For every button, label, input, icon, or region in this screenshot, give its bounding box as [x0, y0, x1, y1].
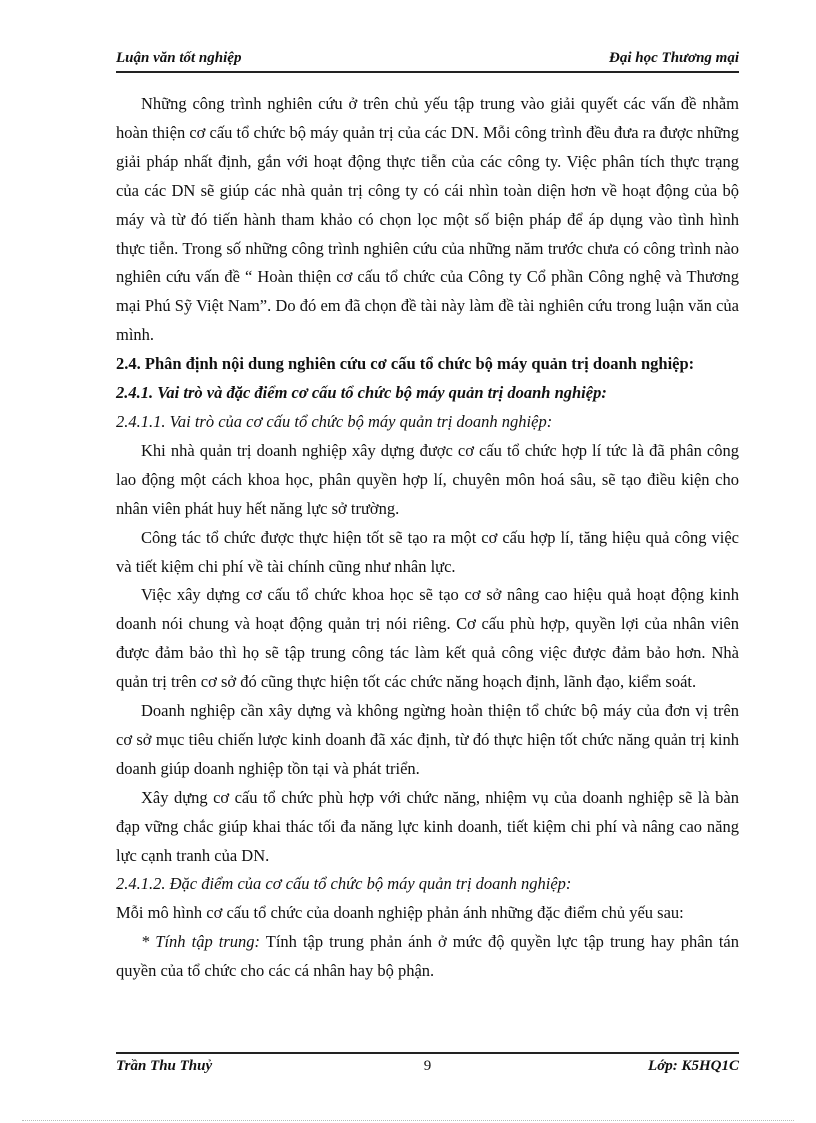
page-header: [116, 49, 739, 73]
section-heading-2-4: 2.4. Phân định nội dung nghiên cứu cơ cấu tổ chức bộ máy quản trị doanh nghiệp:: [116, 354, 695, 374]
subsubsection-heading-2-4-1-1: 2.4.1.1. Vai trò của cơ cấu tổ chức bộ máy quản trị doanh nghiệp:: [116, 411, 553, 431]
page-footer: [116, 1052, 739, 1078]
subsection-heading-2-4-1: 2.4.1. Vai trò và đặc điểm cơ cấu tổ chức bộ máy quản trị doanh nghiệp:: [116, 383, 607, 403]
paragraph-role-3: Việc xây dựng cơ cấu tổ chức khoa học sẽ tạo cơ sở nâng cao hiệu quả hoạt động kinh doanh nói chung và hoạt động quản trị nói riêng. Cơ cấu phù hợp, quyền lợi của nhân viên được đảm bảo thì họ sẽ tập trung công tác làm kết quả công việc được đảm bảo hơn. Nhà quản trị trên cơ sở đó cũng thực hiện tốt các chức năng hoạch định, lãnh đạo, kiểm soát.: [116, 585, 739, 692]
header-university-label: Đại học Thương mại: [609, 50, 739, 66]
paragraph-role-2: Công tác tổ chức được thực hiện tốt sẽ tạo ra một cơ cấu hợp lí, tăng hiệu quả công việc và tiết kiệm chi phí về tài chính cũng như nhân lực.: [116, 527, 739, 576]
paragraph-role-4: Doanh nghiệp cần xây dựng và không ngừng hoàn thiện tổ chức bộ máy của đơn vị trên cơ sở mục tiêu chiến lược kinh doanh đã xác định, từ đó thực hiện tốt chức năng quản trị kinh doanh giúp doanh nghiệp tồn tại và phát triển.: [116, 701, 739, 778]
centralization-label: * Tính tập trung:: [141, 932, 260, 952]
paragraph-role-5: Xây dựng cơ cấu tổ chức phù hợp với chức năng, nhiệm vụ của doanh nghiệp sẽ là bàn đạp vững chắc giúp khai thác tối đa năng lực kinh doanh, tiết kiệm chi phí và nâng cao năng lực cạnh tranh của DN.: [116, 787, 739, 865]
centralization-text: Tính tập trung phản ánh ở mức độ quyền lực tập trung hay phân tán quyền của tổ chức cho các cá nhân hay bộ phận.: [116, 932, 739, 981]
footer-class: Lớp: K5HQ1C: [648, 1058, 739, 1074]
page-bottom-divider: [22, 1120, 794, 1121]
footer-page-number: 9: [423, 1058, 432, 1074]
paragraph-role-1: Khi nhà quản trị doanh nghiệp xây dựng được cơ cấu tổ chức hợp lí tức là đã phân công lao động một cách khoa học, phân quyền hợp lí, chuyên môn hoá sâu, sẽ tạo điều kiện cho nhân viên phát huy hết năng lực sở trường.: [116, 440, 739, 518]
paragraph-characteristics-intro: Mỗi mô hình cơ cấu tổ chức của doanh nghiệp phản ánh những đặc điểm chủ yếu sau:: [116, 903, 684, 923]
paragraph-research-summary: Những công trình nghiên cứu ở trên chủ yếu tập trung vào giải quyết các vấn đề nhằm hoàn thiện cơ cấu tổ chức bộ máy quản trị của các DN. Mỗi công trình đều đưa ra được những giải pháp nhất định, gắn với hoạt động thực tiễn của các công ty. Việc phân tích thực trạng của các DN sẽ giúp các nhà quản trị công ty có cái nhìn toàn diện hơn về hoạt động của bộ máy và từ đó tiến hành tham khảo có chọn lọc một số biện pháp để áp dụng vào tình hình thực tiễn. Trong số những công trình nghiên cứu của những năm trước chưa có công trình nào nghiên cứu vấn đề “ Hoàn thiện cơ cấu tổ chức của Công ty Cổ phần Công nghệ và Thương mại Phú Sỹ Việt Nam”. Do đó em đã chọn đề tài này làm đề tài nghiên cứu trong luận văn của mình.: [116, 94, 739, 345]
header-thesis-label: Luận văn tốt nghiệp: [116, 50, 242, 66]
paragraph-centralization: [116, 928, 739, 986]
subsubsection-heading-2-4-1-2: 2.4.1.2. Đặc điểm của cơ cấu tổ chức bộ máy quản trị doanh nghiệp:: [116, 874, 572, 894]
page-body: [116, 90, 739, 986]
footer-author: Trần Thu Thuỷ: [116, 1058, 213, 1074]
